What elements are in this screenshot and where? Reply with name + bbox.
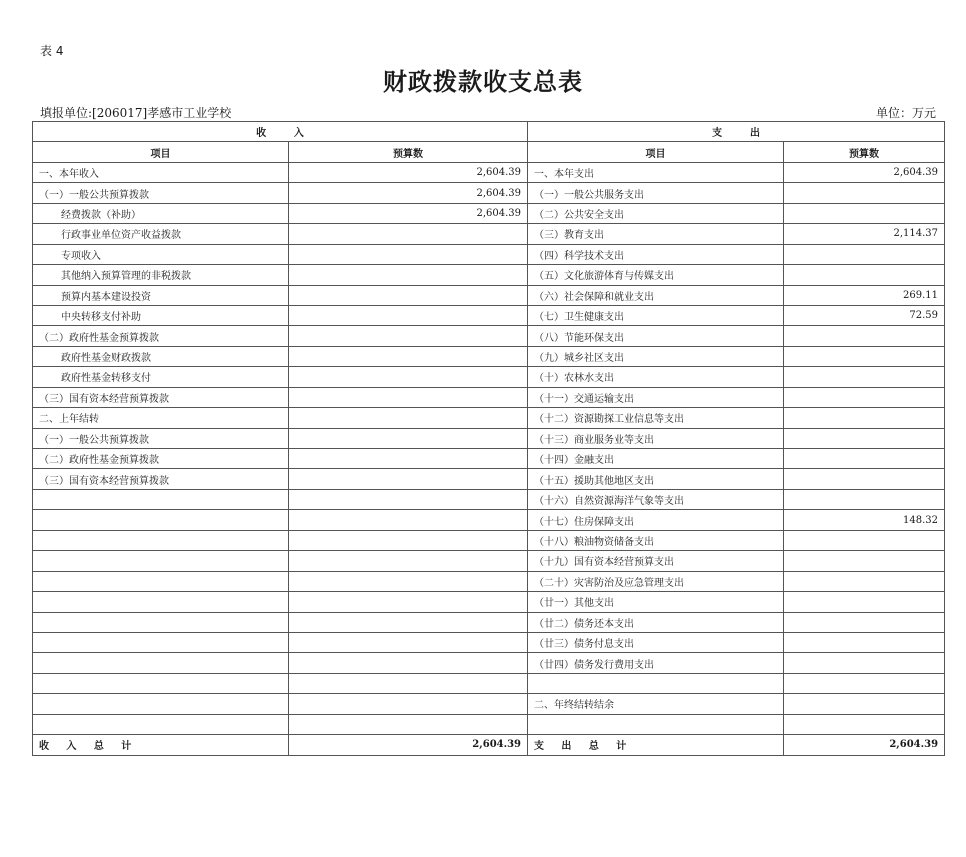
income-item-cell: 其他纳入预算管理的非税拨款: [33, 265, 289, 285]
expense-amount-cell: [784, 714, 945, 734]
income-amount-cell: [289, 673, 528, 693]
expense-item-cell: （廿四）债务发行费用支出: [528, 653, 784, 673]
income-item-cell: 一、本年收入: [33, 162, 289, 182]
expense-section-header: 支 出: [528, 122, 945, 142]
expense-amount-cell: 269.11: [784, 285, 945, 305]
expense-item-cell: （四）科学技术支出: [528, 244, 784, 264]
income-amount-cell: 2,604.39: [289, 203, 528, 223]
income-item-cell: [33, 694, 289, 714]
total-row: [33, 735, 945, 755]
table-row: [33, 653, 945, 673]
income-item-cell: 预算内基本建设投资: [33, 285, 289, 305]
expense-amount-cell: [784, 428, 945, 448]
currency-unit: 单位：万元: [875, 106, 936, 120]
table-number: 表 4: [40, 44, 64, 58]
income-item-cell: [33, 510, 289, 530]
income-amount-cell: [289, 326, 528, 346]
table-row: [33, 305, 945, 325]
income-item-cell: 专项收入: [33, 244, 289, 264]
expense-item-header: 项目: [528, 142, 784, 162]
expense-amount-cell: [784, 244, 945, 264]
income-amount-cell: [289, 449, 528, 469]
income-item-cell: [33, 551, 289, 571]
income-amount-cell: [289, 632, 528, 652]
income-item-cell: （三）国有资本经营预算拨款: [33, 469, 289, 489]
table-row: [33, 592, 945, 612]
income-item-cell: （一）一般公共预算拨款: [33, 183, 289, 203]
expense-amount-cell: [784, 326, 945, 346]
income-item-cell: 政府性基金财政拨款: [33, 346, 289, 366]
table-row: [33, 387, 945, 407]
expense-item-cell: [528, 714, 784, 734]
page-title: 财政拨款收支总表: [383, 68, 583, 96]
section-header-row: [33, 122, 945, 142]
income-total-label: 收 入 总 计: [33, 735, 289, 755]
income-amount-cell: [289, 285, 528, 305]
table-row: [33, 346, 945, 366]
income-item-cell: [33, 673, 289, 693]
expense-item-cell: （十九）国有资本经营预算支出: [528, 551, 784, 571]
expense-item-cell: （三）教育支出: [528, 224, 784, 244]
expense-item-cell: （十一）交通运输支出: [528, 387, 784, 407]
income-amount-cell: [289, 428, 528, 448]
expense-item-cell: （八）节能环保支出: [528, 326, 784, 346]
table-row: [33, 571, 945, 591]
expense-item-cell: （十）农林水支出: [528, 367, 784, 387]
expense-amount-cell: [784, 408, 945, 428]
expense-amount-cell: [784, 367, 945, 387]
expense-amount-cell: 2,114.37: [784, 224, 945, 244]
expense-amount-cell: 148.32: [784, 510, 945, 530]
income-item-cell: （二）政府性基金预算拨款: [33, 449, 289, 469]
expense-item-cell: （二十）灾害防治及应急管理支出: [528, 571, 784, 591]
expense-item-cell: （十二）资源勘探工业信息等支出: [528, 408, 784, 428]
income-amount-cell: [289, 510, 528, 530]
income-item-cell: [33, 714, 289, 734]
income-item-cell: （二）政府性基金预算拨款: [33, 326, 289, 346]
expense-amount-cell: [784, 551, 945, 571]
income-item-cell: [33, 530, 289, 550]
income-amount-cell: [289, 714, 528, 734]
income-item-cell: 二、上年结转: [33, 408, 289, 428]
expense-amount-cell: [784, 265, 945, 285]
income-item-cell: 行政事业单位资产收益拨款: [33, 224, 289, 244]
table-row: [33, 285, 945, 305]
income-item-cell: [33, 489, 289, 509]
expense-item-cell: [528, 673, 784, 693]
income-section-header: 收 入: [33, 122, 528, 142]
expense-item-cell: （一）一般公共服务支出: [528, 183, 784, 203]
expense-item-cell: （六）社会保障和就业支出: [528, 285, 784, 305]
income-item-cell: [33, 571, 289, 591]
income-item-cell: [33, 612, 289, 632]
income-total-amount: 2,604.39: [289, 735, 528, 755]
table-row: [33, 551, 945, 571]
income-amount-header: 预算数: [289, 142, 528, 162]
table-row: [33, 367, 945, 387]
income-item-cell: （一）一般公共预算拨款: [33, 428, 289, 448]
table-row: [33, 326, 945, 346]
income-amount-cell: [289, 653, 528, 673]
expense-item-cell: （五）文化旅游体育与传媒支出: [528, 265, 784, 285]
expense-amount-cell: 72.59: [784, 305, 945, 325]
expense-item-cell: （七）卫生健康支出: [528, 305, 784, 325]
income-amount-cell: 2,604.39: [289, 162, 528, 182]
column-header-row: [33, 142, 945, 162]
table-row: [33, 265, 945, 285]
expense-amount-cell: [784, 653, 945, 673]
table-row: [33, 449, 945, 469]
expense-item-cell: （二）公共安全支出: [528, 203, 784, 223]
income-amount-cell: [289, 530, 528, 550]
expense-amount-header: 预算数: [784, 142, 945, 162]
expense-item-cell: （十三）商业服务业等支出: [528, 428, 784, 448]
income-amount-cell: [289, 387, 528, 407]
expense-item-cell: （十六）自然资源海洋气象等支出: [528, 489, 784, 509]
table-row: [33, 632, 945, 652]
expense-item-cell: （十五）援助其他地区支出: [528, 469, 784, 489]
expense-amount-cell: [784, 694, 945, 714]
reporting-unit: 填报单位:[206017]孝感市工业学校: [40, 106, 232, 120]
income-item-cell: 政府性基金转移支付: [33, 367, 289, 387]
income-item-header: 项目: [33, 142, 289, 162]
income-amount-cell: [289, 224, 528, 244]
income-amount-cell: [289, 469, 528, 489]
income-amount-cell: [289, 571, 528, 591]
table-row: [33, 224, 945, 244]
expense-item-cell: （廿一）其他支出: [528, 592, 784, 612]
income-item-cell: [33, 632, 289, 652]
income-amount-cell: [289, 244, 528, 264]
income-item-cell: 经费拨款（补助）: [33, 203, 289, 223]
table-row: [33, 510, 945, 530]
expense-item-cell: （廿二）债务还本支出: [528, 612, 784, 632]
expense-item-cell: （廿三）债务付息支出: [528, 632, 784, 652]
table-row: [33, 203, 945, 223]
expense-amount-cell: [784, 489, 945, 509]
expense-amount-cell: [784, 632, 945, 652]
income-amount-cell: [289, 346, 528, 366]
income-item-cell: [33, 592, 289, 612]
expense-amount-cell: 2,604.39: [784, 162, 945, 182]
income-amount-cell: [289, 265, 528, 285]
table-row: [33, 673, 945, 693]
table-row: [33, 489, 945, 509]
budget-table: [32, 121, 945, 756]
table-row: [33, 469, 945, 489]
table-row: [33, 530, 945, 550]
expense-amount-cell: [784, 203, 945, 223]
table-row: [33, 428, 945, 448]
expense-amount-cell: [784, 673, 945, 693]
income-amount-cell: 2,604.39: [289, 183, 528, 203]
income-item-cell: （三）国有资本经营预算拨款: [33, 387, 289, 407]
income-amount-cell: [289, 612, 528, 632]
income-item-cell: [33, 653, 289, 673]
income-amount-cell: [289, 367, 528, 387]
expense-amount-cell: [784, 571, 945, 591]
income-amount-cell: [289, 408, 528, 428]
expense-amount-cell: [784, 346, 945, 366]
expense-item-cell: （十七）住房保障支出: [528, 510, 784, 530]
table-row: [33, 612, 945, 632]
income-amount-cell: [289, 489, 528, 509]
expense-total-amount: 2,604.39: [784, 735, 945, 755]
expense-item-cell: （九）城乡社区支出: [528, 346, 784, 366]
income-amount-cell: [289, 551, 528, 571]
table-row: [33, 244, 945, 264]
expense-amount-cell: [784, 469, 945, 489]
expense-item-cell: 一、本年支出: [528, 162, 784, 182]
table-row: [33, 183, 945, 203]
expense-amount-cell: [784, 183, 945, 203]
expense-amount-cell: [784, 612, 945, 632]
income-amount-cell: [289, 305, 528, 325]
table-row: [33, 694, 945, 714]
expense-item-cell: 二、年终结转结余: [528, 694, 784, 714]
expense-amount-cell: [784, 449, 945, 469]
expense-amount-cell: [784, 387, 945, 407]
expense-amount-cell: [784, 530, 945, 550]
table-row: [33, 714, 945, 734]
income-amount-cell: [289, 592, 528, 612]
expense-item-cell: （十四）金融支出: [528, 449, 784, 469]
expense-item-cell: （十八）粮油物资储备支出: [528, 530, 784, 550]
income-item-cell: 中央转移支付补助: [33, 305, 289, 325]
income-amount-cell: [289, 694, 528, 714]
table-row: [33, 162, 945, 182]
expense-total-label: 支 出 总 计: [528, 735, 784, 755]
table-row: [33, 408, 945, 428]
expense-amount-cell: [784, 592, 945, 612]
